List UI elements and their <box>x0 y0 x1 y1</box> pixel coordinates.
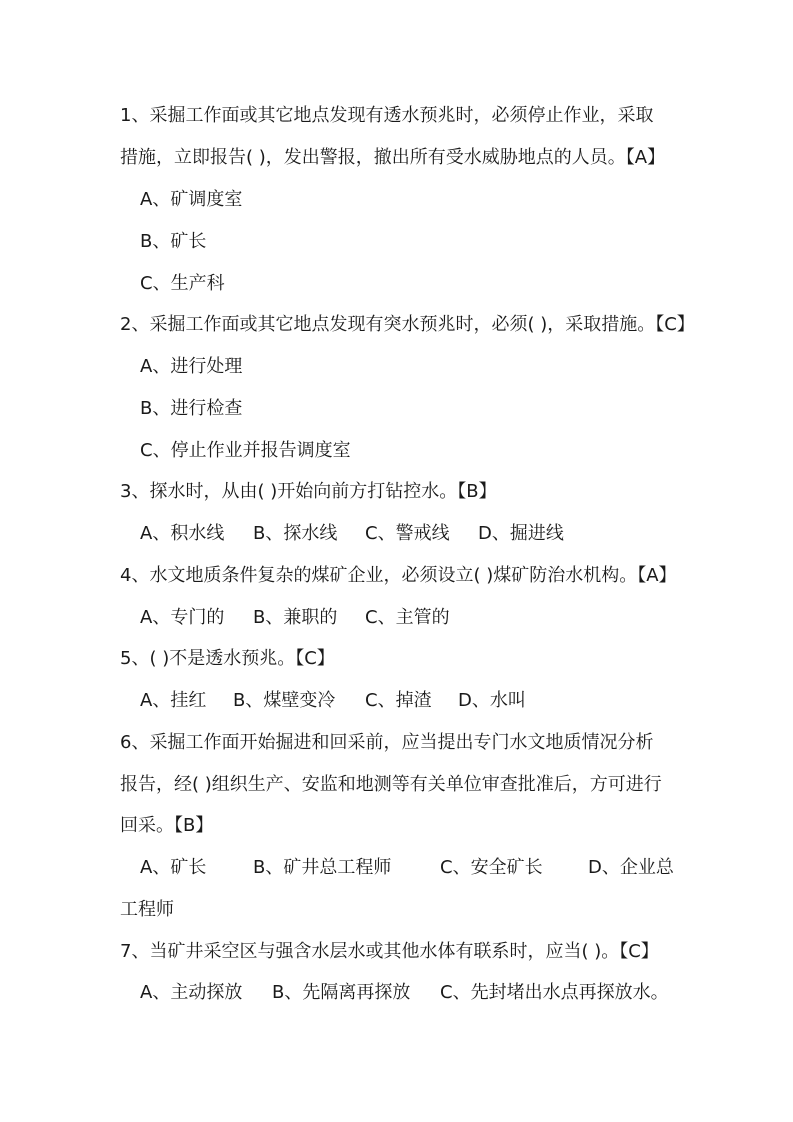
question-3-line-1: 3、探水时，从由( )开始向前方打钻控水。【B】 <box>120 481 497 502</box>
question-6-line-1: 6、采掘工作面开始掘进和回采前，应当提出专门水文地质情况分析 <box>120 732 654 753</box>
question-2-option-c: C、停止作业并报告调度室 <box>140 440 351 461</box>
question-2-option-a: A、进行处理 <box>140 356 243 377</box>
question-1-line-2: 措施，立即报告( )，发出警报，撤出所有受水威胁地点的人员。【A】 <box>120 147 666 168</box>
question-4-option-c: C、主管的 <box>365 607 450 628</box>
question-4-option-b: B、兼职的 <box>253 607 338 628</box>
question-5-line-1: 5、( )不是透水预兆。【C】 <box>120 648 335 669</box>
question-6-option-c: C、安全矿长 <box>440 857 543 878</box>
question-1-option-a: A、矿调度室 <box>140 189 243 210</box>
question-3-option-a: A、积水线 <box>140 523 225 544</box>
question-6-option-a: A、矿长 <box>140 857 207 878</box>
question-6-line-3: 回采。【B】 <box>120 815 214 836</box>
question-6-option-d: D、企业总 <box>588 857 674 878</box>
question-7-option-a: A、主动探放 <box>140 982 243 1003</box>
question-6-option-continuation: 工程师 <box>120 899 174 920</box>
question-1-line-1: 1、采掘工作面或其它地点发现有透水预兆时，必须停止作业，采取 <box>120 105 654 126</box>
question-2-option-b: B、进行检查 <box>140 398 243 419</box>
question-5-option-d: D、水叫 <box>458 690 526 711</box>
question-3-option-d: D、掘进线 <box>478 523 564 544</box>
question-6-line-2: 报告，经( )组织生产、安监和地测等有关单位审查批准后，方可进行 <box>120 774 662 795</box>
question-5-option-b: B、煤壁变冷 <box>233 690 336 711</box>
question-1-option-c: C、生产科 <box>140 273 225 294</box>
question-1-option-b: B、矿长 <box>140 231 207 252</box>
question-5-option-c: C、掉渣 <box>365 690 432 711</box>
question-7-line-1: 7、当矿井采空区与强含水层水或其他水体有联系时，应当( )。【C】 <box>120 941 659 962</box>
question-7-option-c: C、先封堵出水点再探放水。 <box>440 982 669 1003</box>
question-5-option-a: A、挂红 <box>140 690 207 711</box>
question-4-line-1: 4、水文地质条件复杂的煤矿企业，必须设立( )煤矿防治水机构。【A】 <box>120 565 677 586</box>
question-3-option-b: B、探水线 <box>253 523 338 544</box>
question-2-line-1: 2、采掘工作面或其它地点发现有突水预兆时，必须( )，采取措施。【C】 <box>120 314 695 335</box>
question-3-option-c: C、警戒线 <box>365 523 450 544</box>
question-4-option-a: A、专门的 <box>140 607 225 628</box>
question-6-option-b: B、矿井总工程师 <box>253 857 392 878</box>
question-7-option-b: B、先隔离再探放 <box>272 982 411 1003</box>
